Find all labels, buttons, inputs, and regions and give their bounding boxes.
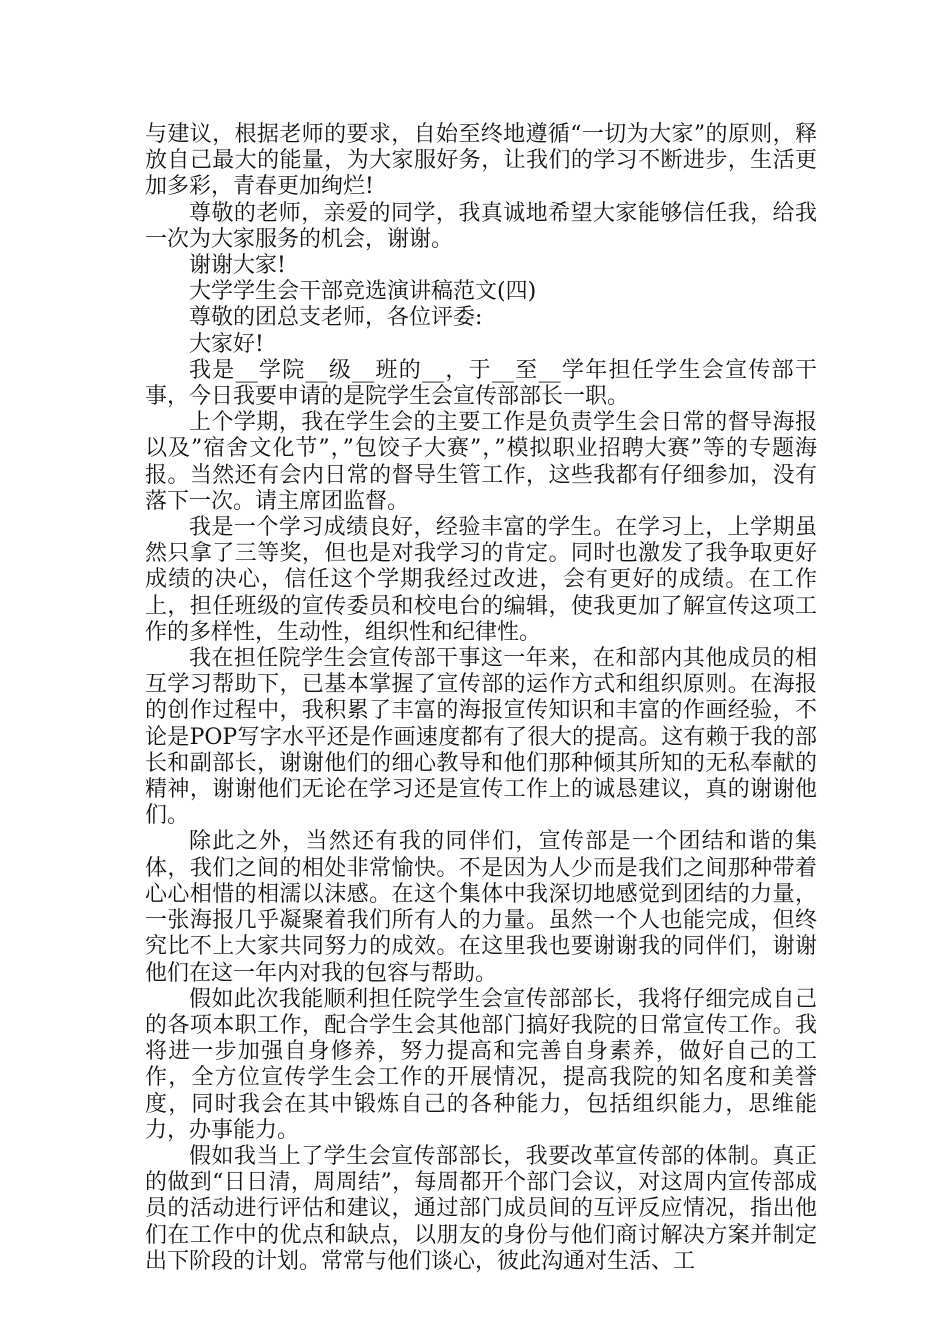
greeting: 大家好! <box>189 331 264 357</box>
paragraph-study-experience: 我是一个学习成绩良好，经验丰富的学生。在学习上，上学期虽然只拿了三等奖，但也是对我学习的肯定。同时也激发了我争取更好成绩的决心，信任这个学期我经过改进，会有更好的成绩。在工作上，担任班级的宣传委员和校电台的编辑，使我更加了解宣传这项工作的多样性，生动性，组织性和纪律性。 <box>145 515 817 645</box>
document-page <box>145 122 817 1275</box>
paragraph-continuation: 与建议，根据老师的要求，自始至终地遵循“一切为大家”的原则，释放自己最大的能量，为大家服好务，让我们的学习不断进步，生活更加多彩，青春更加绚烂! <box>145 122 817 200</box>
paragraph-thanks: 谢谢大家! <box>189 253 286 279</box>
salutation: 尊敬的团总支老师，各位评委: <box>189 305 483 331</box>
paragraph-year-summary: 我在担任院学生会宣传部干事这一年来，在和部内其他成员的相互学习帮助下，已基本掌握了宣传部的运作方式和组织原则。在海报的创作过程中，我积累了丰富的海报宣传知识和丰富的作画经验，不论是POP写字水平还是作画速度都有了很大的提高。这有赖于我的部长和副部长，谢谢他们的细心教导和他们那种倾其所知的无私奉献的精神，谢谢他们无论在学习还是宣传工作上的诚恳建议，真的谢谢他们。 <box>145 646 817 829</box>
paragraph-intro: 我是__学院__级__班的__，于__至__学年担任学生会宣传部干事，今日我要申请的是院学生会宣传部部长一职。 <box>145 357 817 410</box>
paragraph-closing-appeal: 尊敬的老师，亲爱的同学，我真诚地希望大家能够信任我，给我一次为大家服务的机会，谢谢。 <box>145 200 817 252</box>
paragraph-plans: 假如此次我能顺利担任院学生会宣传部部长，我将仔细完成自己的各项本职工作，配合学生会其他部门搞好我院的日常宣传工作。我将进一步加强自身修养，努力提高和完善自身素养，做好自己的工作，全方位宣传学生会工作的开展情况，提高我院的知名度和美誉度，同时我会在其中锻炼自己的各种能力，包括组织能力，思维能力，办事能力。 <box>145 986 817 1143</box>
section-title: 大学学生会干部竞选演讲稿范文(四) <box>189 279 537 305</box>
paragraph-teammates: 除此之外，当然还有我的同伴们，宣传部是一个团结和谐的集体，我们之间的相处非常愉快。不是因为人少而是我们之间那种带着心心相惜的相濡以沫感。在这个集体中我深切地感觉到团结的力量，一张海报几乎凝聚着我们所有人的力量。虽然一个人也能完成，但终究比不上大家共同努力的成效。在这里我也要谢谢我的同伴们，谢谢他们在这一年内对我的包容与帮助。 <box>145 829 817 986</box>
paragraph-last-semester: 上个学期，我在学生会的主要工作是负责学生会日常的督导海报以及”宿舍文化节”，”包饺子大赛”，”模拟职业招聘大赛”等的专题海报。当然还有会内日常的督导生管工作，这些我都有仔细参加，没有落下一次。请主席团监督。 <box>145 410 817 514</box>
paragraph-reform: 假如我当上了学生会宣传部部长，我要改革宣传部的体制。真正的做到“日日清，周周结”，每周都开个部门会议，对这周内宣传部成员的活动进行评估和建议，通过部门成员间的互评反应情况，指出他们在工作中的优点和缺点，以朋友的身份与他们商讨解决方案并制定出下阶段的计划。常常与他们谈心，彼此沟通对生活、工 <box>145 1143 817 1274</box>
